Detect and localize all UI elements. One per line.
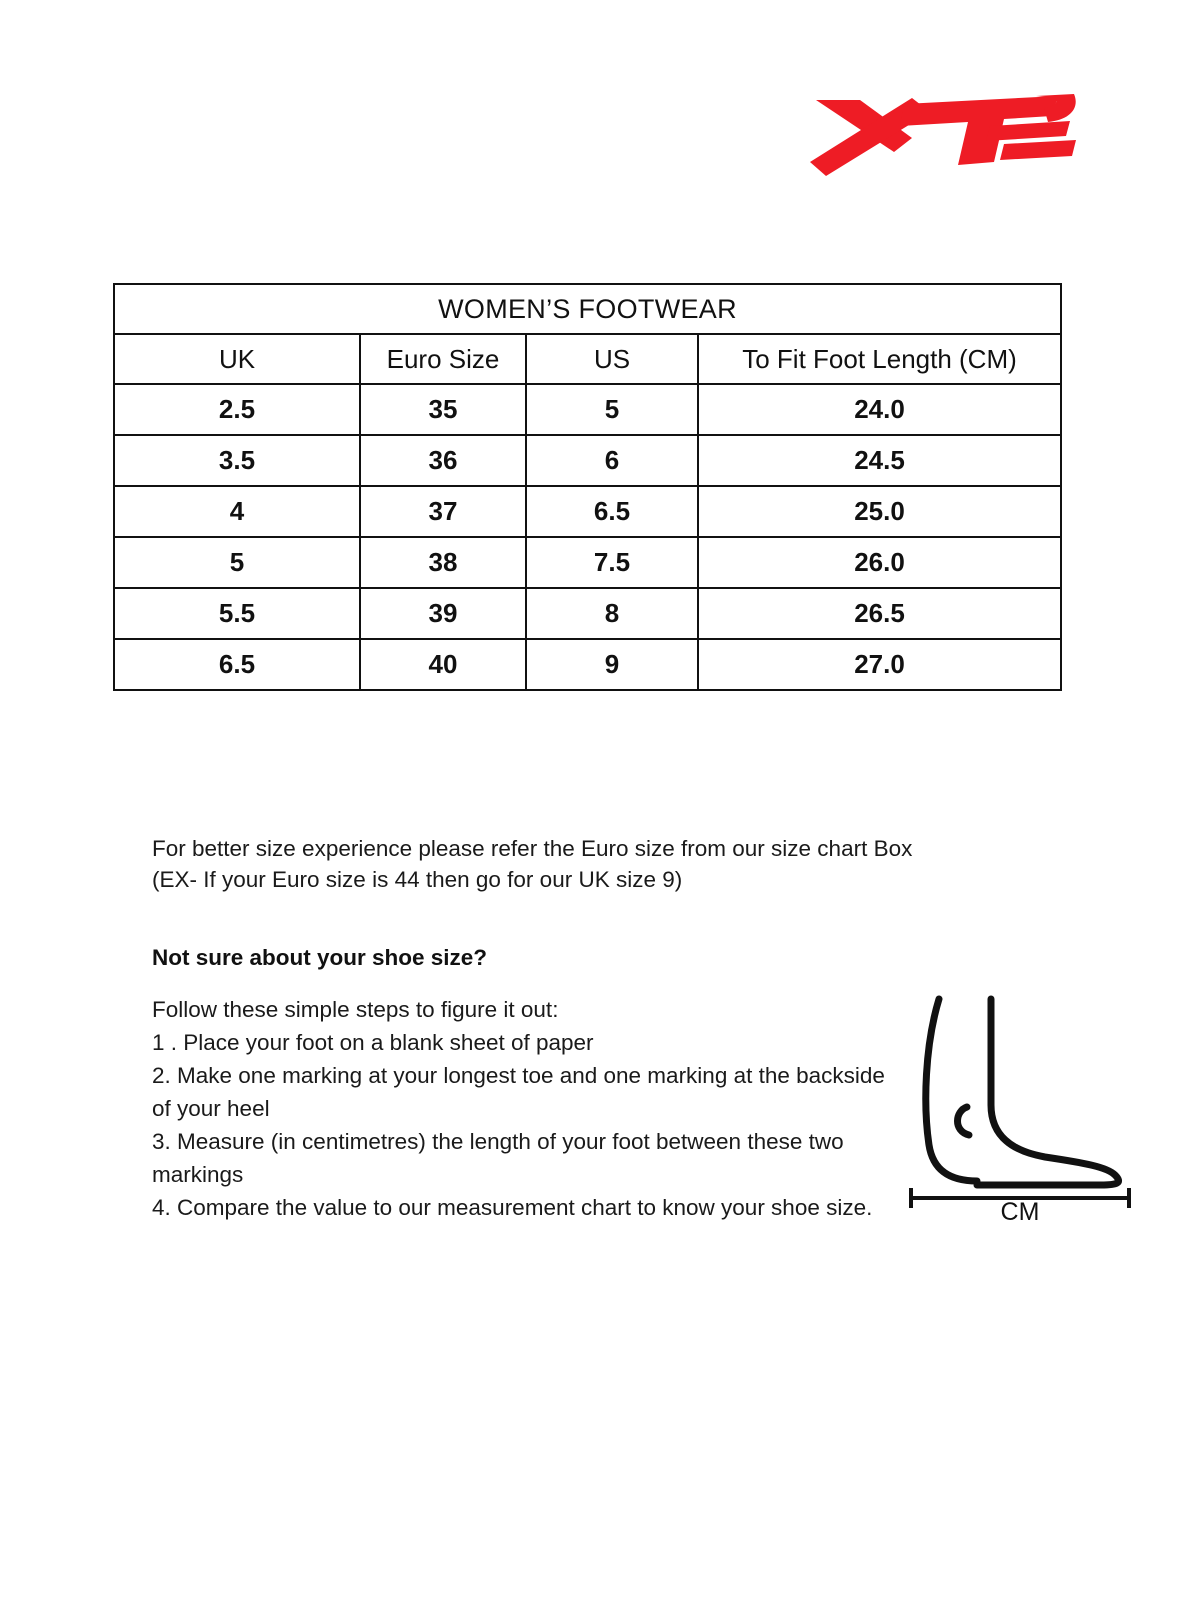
header-euro: Euro Size [360, 334, 526, 384]
cell-foot-length: 26.0 [698, 537, 1061, 588]
cell-uk: 6.5 [114, 639, 360, 690]
table-row [114, 537, 1061, 588]
cell-euro: 38 [360, 537, 526, 588]
step-item: 1 . Place your foot on a blank sheet of paper [152, 1030, 594, 1055]
step-item: 2. Make one marking at your longest toe and one marking at the backside of your heel [152, 1063, 892, 1121]
cell-euro: 36 [360, 435, 526, 486]
header-us: US [526, 334, 698, 384]
cell-us: 7.5 [526, 537, 698, 588]
cell-us: 6.5 [526, 486, 698, 537]
table-row [114, 384, 1061, 435]
cell-euro: 35 [360, 384, 526, 435]
cell-us: 9 [526, 639, 698, 690]
cell-uk: 3.5 [114, 435, 360, 486]
note-line-1: For better size experience please refer the Euro size from our size chart Box [152, 836, 913, 861]
header-foot-length: To Fit Foot Length (CM) [698, 334, 1061, 384]
table-row [114, 588, 1061, 639]
euro-size-note [152, 833, 1032, 895]
cell-us: 8 [526, 588, 698, 639]
brand-logo [808, 86, 1078, 186]
cell-foot-length: 25.0 [698, 486, 1061, 537]
cell-us: 5 [526, 384, 698, 435]
note-line-2: (EX- If your Euro size is 44 then go for our UK size 9) [152, 867, 683, 892]
help-subheading: Not sure about your shoe size? [152, 945, 488, 970]
cm-unit-label: CM [1000, 1198, 1040, 1226]
cell-uk: 5.5 [114, 588, 360, 639]
table-row [114, 435, 1061, 486]
cell-foot-length: 27.0 [698, 639, 1061, 690]
table-row [114, 639, 1061, 690]
cell-foot-length: 26.5 [698, 588, 1061, 639]
cell-foot-length: 24.5 [698, 435, 1061, 486]
cell-foot-length: 24.0 [698, 384, 1061, 435]
table-header-row [114, 334, 1061, 384]
cell-euro: 37 [360, 486, 526, 537]
table-title: WOMEN’S FOOTWEAR [114, 284, 1061, 334]
cell-euro: 40 [360, 639, 526, 690]
measure-steps [152, 993, 897, 1224]
size-chart [113, 283, 1060, 691]
table-row [114, 486, 1061, 537]
cell-euro: 39 [360, 588, 526, 639]
cell-us: 6 [526, 435, 698, 486]
step-item: 3. Measure (in centimetres) the length of your foot between these two markings [152, 1129, 850, 1187]
cell-uk: 5 [114, 537, 360, 588]
steps-intro: Follow these simple steps to figure it out: [152, 997, 559, 1022]
step-item: 4. Compare the value to our measurement chart to know your shoe size. [152, 1195, 873, 1220]
header-uk: UK [114, 334, 360, 384]
table-title-row [114, 284, 1061, 334]
cell-uk: 4 [114, 486, 360, 537]
size-table [113, 283, 1062, 691]
cell-uk: 2.5 [114, 384, 360, 435]
